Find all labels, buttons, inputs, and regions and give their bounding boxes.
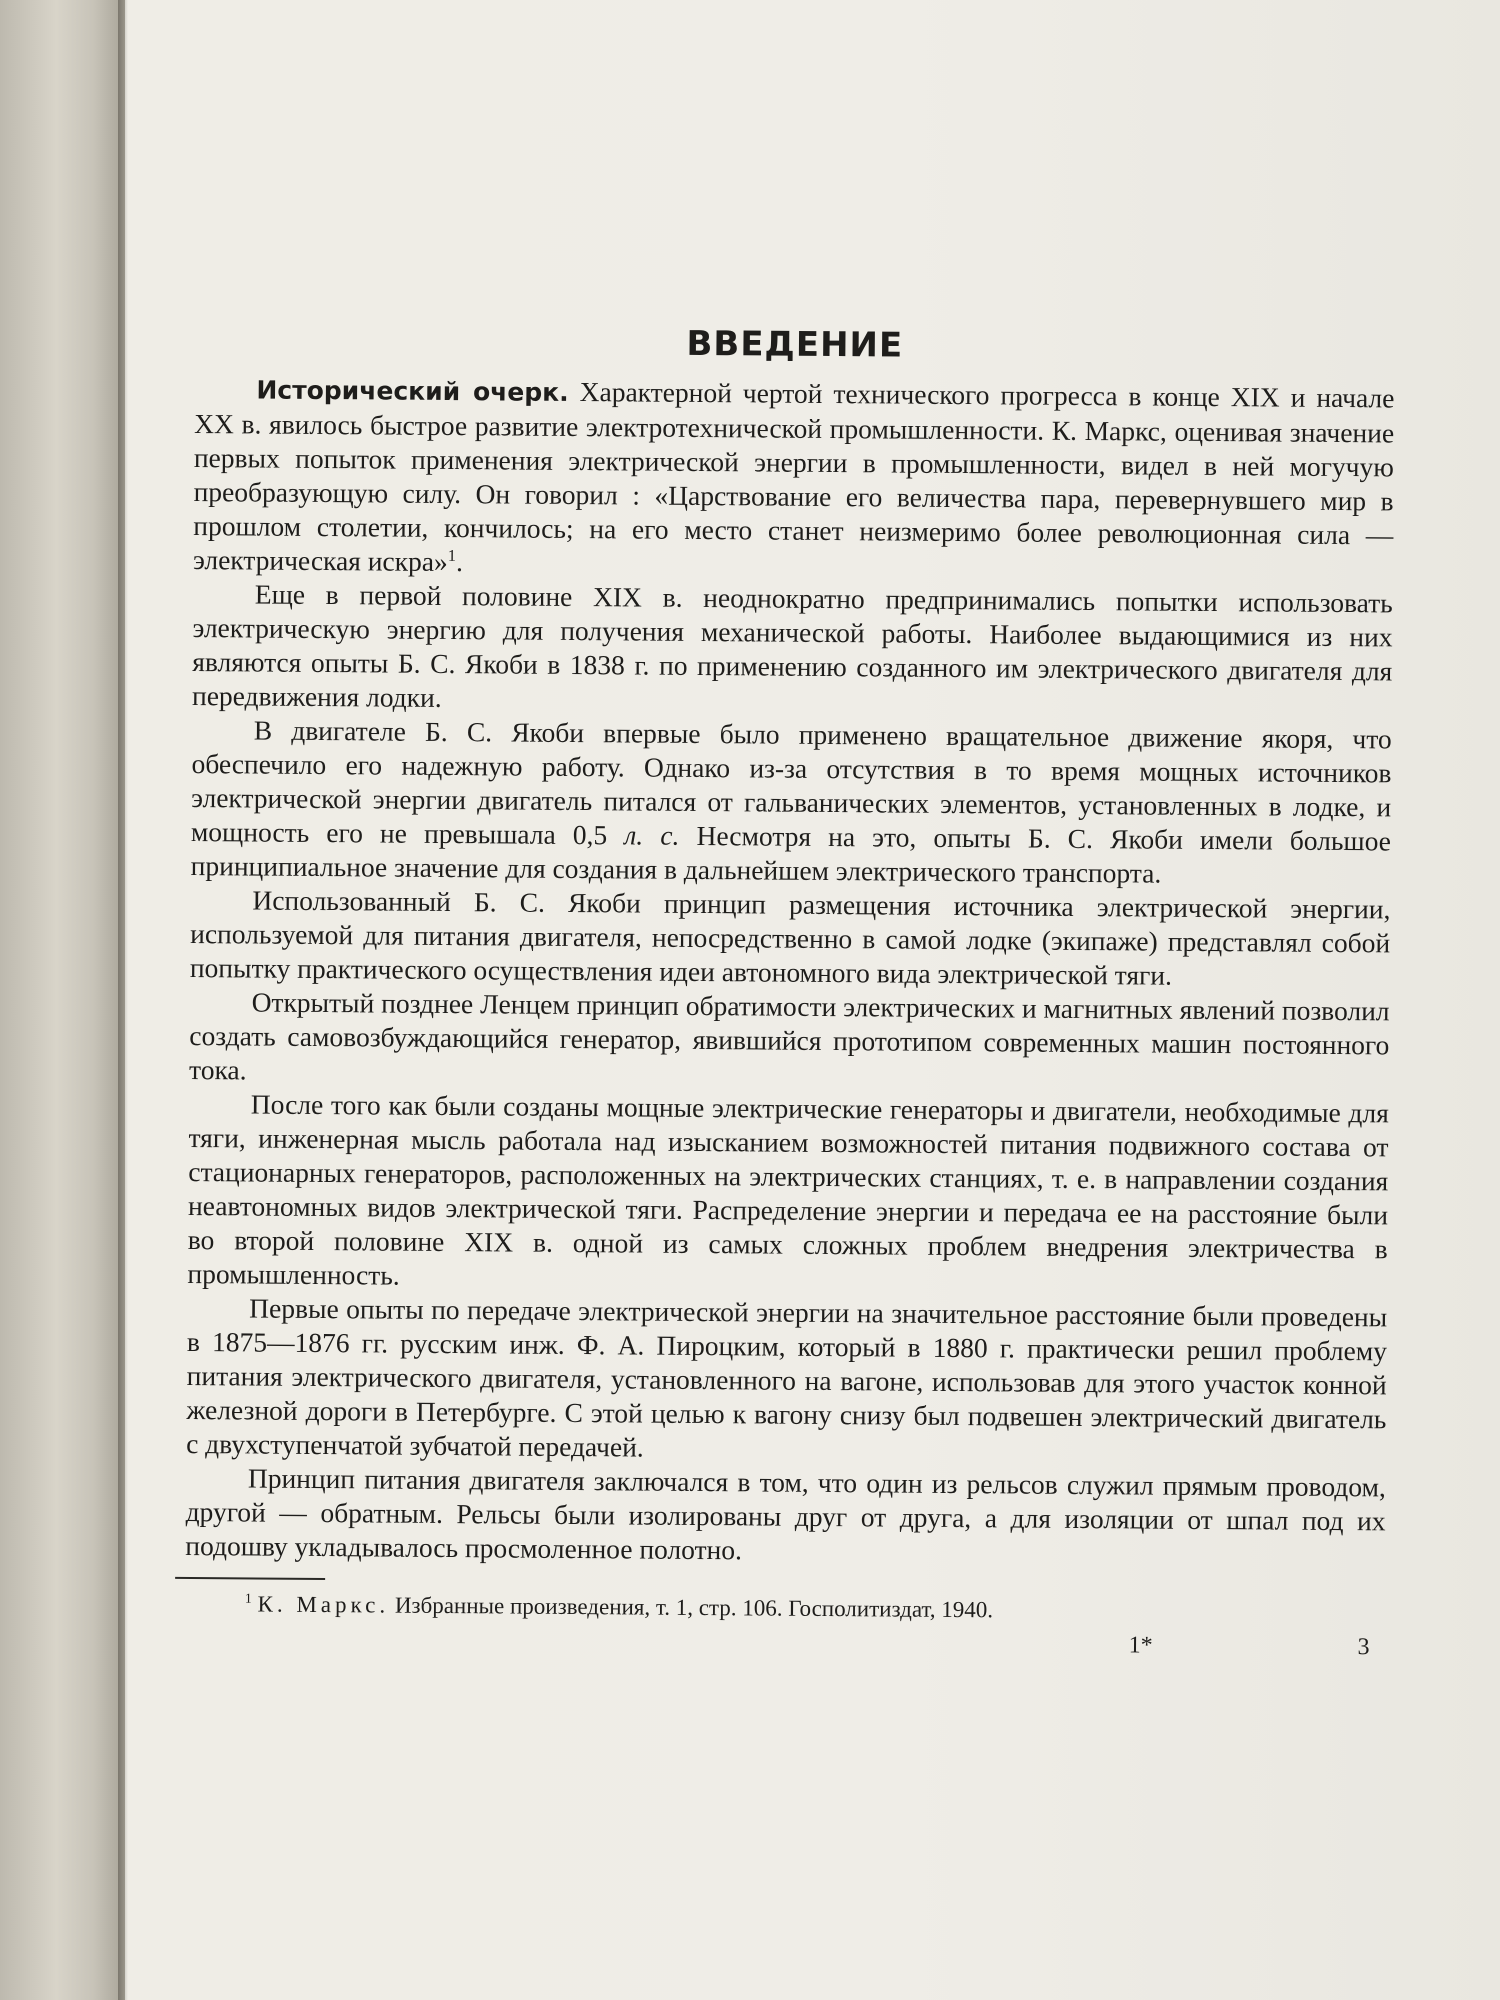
paragraph-5: Открытый позднее Ленцем принцип обратимости электрических и магнитных явлений позволил создать самовозбуждающийся генератор, явившийся прототипом современных машин постоянного тока. [188, 986, 1390, 1086]
paragraph-1-text: Характерной чертой технического прогресса в конце XIX и начале XX в. явилось быстрое развитие электротехнической промышленности. К. Маркс, оценивая значение первых попыток применения электрической энергии в промышленности, видел в ней могучую преобразующую силу. Он говорил : «Царствование его величества пара, перевернувшего мир в прошлом столетии, кончилось; на его место станет неизмеримо более революционная сила — электрическая искра» [192, 376, 1395, 577]
page-number: 3 [1357, 1634, 1370, 1661]
signature-mark: 1* [1128, 1632, 1153, 1659]
paragraph-4: Использованный Б. С. Якоби принцип размещения источника электрической энергии, используемой для питания двигателя, непосредственно в самой лодке (экипаже) представлял собой попытку практического осуществления идеи автономного вида электрической тяги. [189, 884, 1391, 991]
paragraph-8: Принцип питания двигателя заключался в том, что один из рельсов служил прямым проводом, другой — обратным. Рельсы были изолированы друг от друга, а для изоляции от шпал под их подошву укладывалось просмоленное полотно. [185, 1462, 1386, 1566]
book-gutter [0, 0, 125, 2000]
footnote-text: Избранные произведения, т. 1, стр. 106. Госполитиздат, 1940. [394, 1592, 994, 1623]
paragraph-3-text: В двигателе Б. С. Якоби впервые было применено вращательное движение якоря, что обеспечило его надежную работу. Однако из-за отсутствия в то время мощных источников электрической энергии двигатель питался от гальванических элементов, установленных в лодке, и мощность его не превышала 0,5 [190, 714, 1392, 851]
lead-heading: Исторический очерк. [256, 375, 569, 407]
footnote-divider [175, 1577, 325, 1580]
paragraph-3-tail: Несмотря на это, опыты Б. С. Якоби имели большое принципиальное значение для создания в дальнейшем электрического транспорта. [190, 819, 1392, 889]
footnote-author: К. Маркс. [257, 1591, 390, 1618]
gutter-shadow [118, 0, 128, 2000]
paragraph-7: Первые опыты по передаче электрической энергии на значительное расстояние были проведены в 1875—1876 гг. русским инж. Ф. А. Пироцким, который в 1880 г. практически решил проблему питания электрического двигателя, установленного на вагоне, использовав для этого участок конной железной дороги в Петербурге. С этой целью к вагону снизу был подвешен электрический двигатель с двухступенчатой зубчатой передачей. [186, 1292, 1388, 1463]
power-unit: л. с. [624, 819, 680, 851]
paragraph-3 [191, 713, 1392, 892]
paragraph-1: Исторический очерк. Характерной чертой технического прогресса в конце XIX и начале XX в. явилось быстрое развитие электротехнической промышленности. К. Маркс, оценивая значение первых попыток применения электрической энергии в промышленности, видел в ней могучую преобразующую силу. Он говорил : «Царствование его величества пара, перевернувшего мир в прошлом столетии, кончилось; на его место станет неизмеримо более революционная сила — электрическая искра»$^1$. [192, 375, 1395, 578]
paragraph-2: Еще в первой половине XIX в. неоднократно предпринимались попытки использовать электрическую энергию для получения механической работы. Наиболее выдающимися из них являются опыты Б. С. Якоби в 1838 г. по применению созданного им электрического двигателя для передвижения лодки. [191, 578, 1393, 713]
page-footer [184, 1625, 1384, 1674]
footnote [245, 1589, 1385, 1628]
page-title: ВВЕДЕНИЕ [686, 323, 904, 366]
footnote-number: 1 [244, 1590, 252, 1606]
page-body [184, 320, 1395, 1674]
paragraph-6: После того как были созданы мощные электрические генераторы и двигатели, необходимые для тяги, инженерная мысль работала над изысканием возможностей питания подвижного состава от стационарных генераторов, расположенных на электрических станциях, т. е. в направлении создания неавтономных видов электрической тяги. Распределение энергии и передача ее на расстояние были во второй половине XIX в. одной из самых сложных проблем внедрения электричества в промышленность. [187, 1088, 1389, 1291]
footnote-marker: 1 [447, 545, 457, 565]
